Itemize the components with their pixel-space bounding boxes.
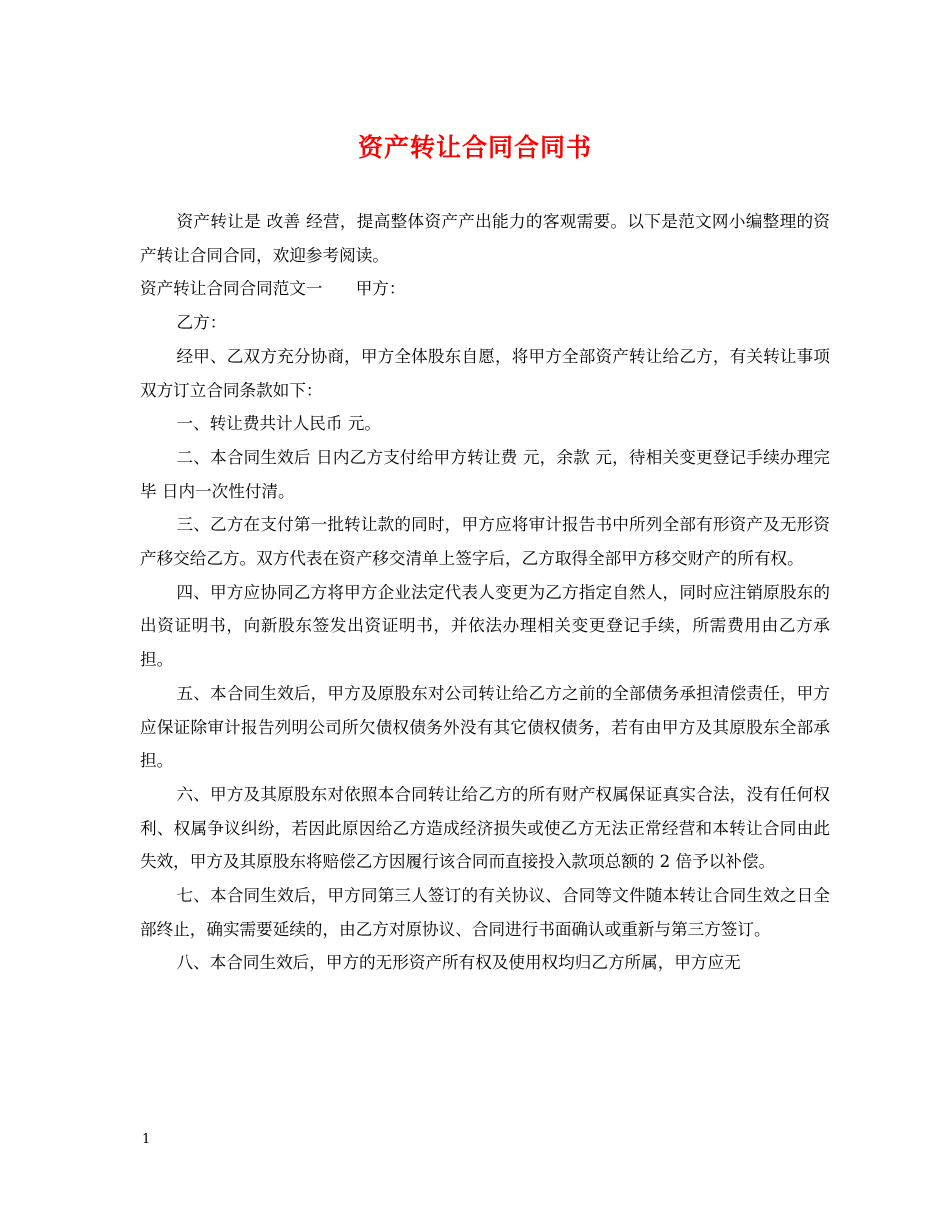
paragraph: 三、乙方在支付第一批转让款的同时，甲方应将审计报告书中所列全部有形资产及无形资产移交给乙方。双方代表在资产移交清单上签字后，乙方取得全部甲方移交财产的所有权。 bbox=[140, 515, 830, 569]
paragraph: 八、本合同生效后，甲方的无形资产所有权及使用权均归乙方所属，甲方应无 bbox=[176, 953, 741, 973]
paragraph: 二、本合同生效后 日内乙方支付给甲方转让费 元，余款 元，待相关变更登记手续办理完毕 日内一次性付清。 bbox=[140, 447, 830, 501]
document-title: 资产转让合同合同书 bbox=[357, 133, 592, 162]
paragraph: 一、转让费共计人民币 元。 bbox=[176, 414, 381, 434]
paragraph: 五、本合同生效后，甲方及原股东对公司转让给乙方之前的全部债务承担清偿责任，甲方应保证除审计报告列明公司所欠债权债务外没有其它债权债务，若有由甲方及其原股东全部承担。 bbox=[140, 683, 830, 771]
paragraph: 六、甲方及其原股东对依照本合同转让给乙方的所有财产权属保证真实合法，没有任何权利、权属争议纠纷，若因此原因给乙方造成经济损失或使乙方无法正常经营和本转让合同由此失效，甲方及其原股东将赔偿乙方因履行该合同而直接投入款项总额的 2 倍予以补偿。 bbox=[140, 784, 830, 872]
document-body bbox=[140, 205, 830, 980]
paragraph: 资产转让合同合同范文一 甲方： bbox=[140, 279, 406, 299]
paragraph: 七、本合同生效后，甲方同第三人签订的有关协议、合同等文件随本转让合同生效之日全部终止，确实需要延续的，由乙方对原协议、合同进行书面确认或重新与第三方签订。 bbox=[140, 886, 830, 939]
paragraph: 经甲、乙双方充分协商，甲方全体股东自愿，将甲方全部资产转让给乙方，有关转让事项双方订立合同条款如下： bbox=[140, 346, 830, 400]
paragraph: 资产转让是 改善 经营，提高整体资产产出能力的客观需要。以下是范文网小编整理的资产转让合同合同，欢迎参考阅读。 bbox=[140, 212, 830, 265]
page-number: 1 bbox=[142, 1132, 151, 1147]
paragraph: 四、甲方应协同乙方将甲方企业法定代表人变更为乙方指定自然人，同时应注销原股东的出资证明书，向新股东签发出资证明书，并依法办理相关变更登记手续，所需费用由乙方承担。 bbox=[140, 582, 830, 670]
paragraph: 乙方： bbox=[176, 313, 227, 333]
